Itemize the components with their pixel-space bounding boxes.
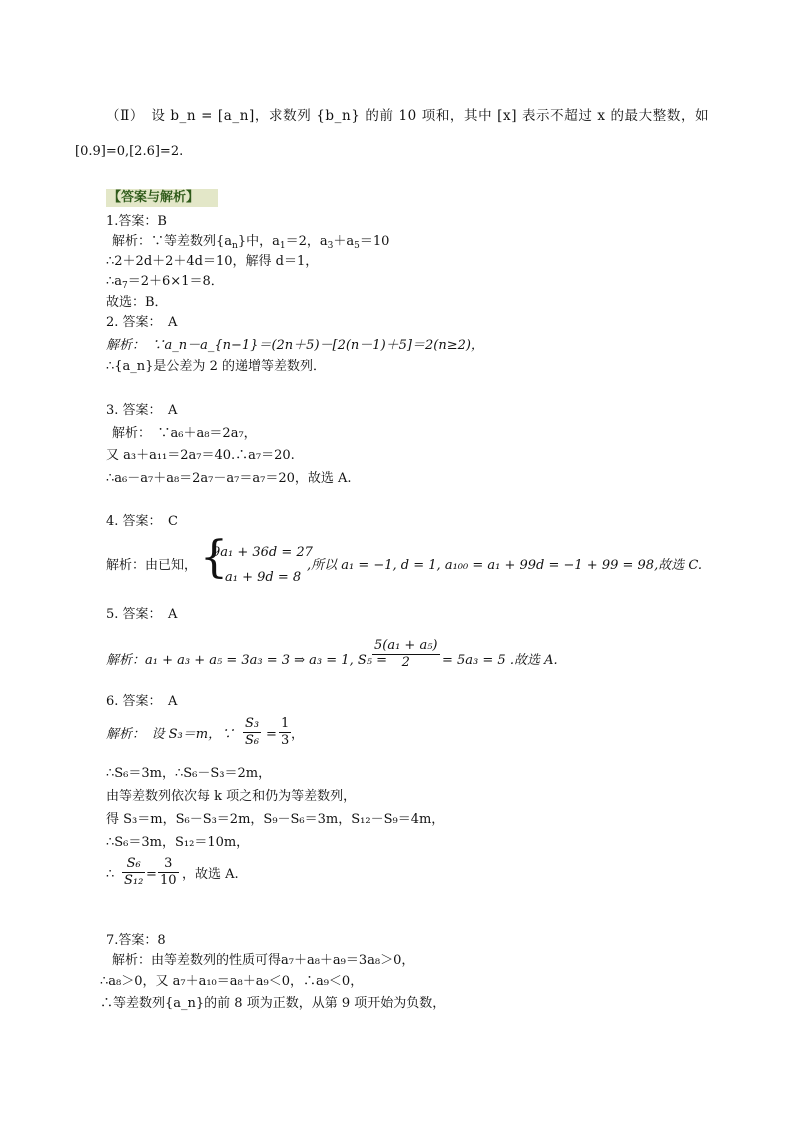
answer-1-line4: 故选：B． xyxy=(106,295,168,310)
answer-6-line3: 由等差数列依次每 k 项之和仍为等差数列， xyxy=(106,789,357,804)
answer-6-fraction-3 xyxy=(122,856,145,889)
part2-line1: （Ⅱ） 设 b_n = [a_n]，求数列 {b_n} 的前 10 项和，其中 [x] 表示不超过 x 的最大整数，如 xyxy=(106,108,710,124)
answer-6-fraction-4 xyxy=(158,856,179,889)
answer-1-line3: $\therefore a_7=2+6\times 1=8$． xyxy=(106,274,224,291)
answer-6-fraction-1 xyxy=(243,716,261,749)
answer-5-post: = 5a₃ = 5 .故选 A. xyxy=(442,653,558,668)
answer-5-numerator: 5(a₁ + a₅) xyxy=(374,638,438,653)
answer-1-text-b: }中，a xyxy=(237,234,280,249)
answer-6-equals-2: = xyxy=(146,867,157,882)
answer-6-num1: S₃ xyxy=(245,716,260,731)
answer-3-line3: ∴a₆－a₇＋a₈＝2a₇－a₇＝a₇＝20，故选 A. xyxy=(106,471,352,486)
answer-1-label: 1.答案：B xyxy=(106,214,167,229)
answer-2-line2: ∴{a_n}是公差为 2 的递增等差数列． xyxy=(106,359,326,374)
answer-4-eq2: a₁ + 9d = 8 xyxy=(225,570,302,585)
answer-4-prefix: 解析：由已知， xyxy=(106,558,198,573)
answer-5-denominator: 2 xyxy=(401,655,410,670)
answer-1-text-d: ＋a xyxy=(333,234,355,249)
answer-1-text-e: ＝10 xyxy=(359,234,390,249)
answer-6-den1: S₆ xyxy=(245,733,260,748)
answer-6-line6-pre: ∴ xyxy=(106,867,115,882)
answer-5-fraction xyxy=(372,638,440,671)
answer-6-pre: 解析： 设 S₃＝m，∵ xyxy=(106,727,235,742)
answer-6-num4: 3 xyxy=(158,856,179,873)
answer-1-line3-b: ＝2＋6×1＝8． xyxy=(127,274,224,289)
answer-section-header: 【答案与解析】 xyxy=(106,189,218,207)
answer-3-label: 3. 答案： A xyxy=(106,403,178,418)
answer-6-line5: ∴S₆＝3m，S₁₂＝10m， xyxy=(106,835,250,850)
answer-7-line2: ∴a₈＞0，又 a₇＋a₁₀＝a₈＋a₉＜0，∴a₉＜0， xyxy=(100,974,364,989)
answer-4-label: 4. 答案： C xyxy=(106,514,178,529)
answer-6-label: 6. 答案： A xyxy=(106,694,178,709)
answer-6-den3: S₁₂ xyxy=(124,873,144,888)
answer-6-line6-post: ，故选 A. xyxy=(182,867,239,882)
part2-line2: [0.9]=0,[2.6]=2. xyxy=(75,144,184,159)
answer-7-label: 7.答案：8 xyxy=(106,933,166,948)
answer-2-line1: 解析： ∵a_n－a_{n−1}＝(2n＋5)－[2(n－1)＋5]＝2(n≥2)， xyxy=(106,338,484,353)
answer-4-eq1: 9a₁ + 36d = 27 xyxy=(212,545,313,560)
answer-6-num2: 1 xyxy=(281,716,290,731)
answer-6-comma: ， xyxy=(291,727,305,742)
answer-6-line2: ∴S₆＝3m，∴S₆－S₃＝2m， xyxy=(106,766,272,781)
answer-1-line1: 解析：∵等差数列$\{a_n\}$中，$a_1=2$，$a_3+a_5=10$ xyxy=(112,234,390,251)
answer-6-line4: 得 S₃＝m，S₆－S₃＝2m，S₉－S₆＝3m，S₁₂－S₉＝4m， xyxy=(106,812,445,827)
answer-2-label: 2. 答案： A xyxy=(106,315,178,330)
answer-6-fraction-2 xyxy=(279,716,291,749)
answer-5-label: 5. 答案： A xyxy=(106,607,178,622)
answer-3-line2: 又 a₃＋a₁₁＝2a₇＝40.∴a₇＝20. xyxy=(106,448,295,463)
answer-1-line3-a: ∴a xyxy=(106,274,123,289)
answer-7-line3: ∴等差数列{a_n}的前 8 项为正数，从第 9 项开始为负数， xyxy=(100,996,446,1011)
answer-5-pre: 解析：a₁ + a₃ + a₅ = 3a₃ = 3 ⇒ a₃ = 1, S₅ = xyxy=(106,653,387,668)
answer-4-brace: { xyxy=(200,532,228,583)
answer-6-den2: 3 xyxy=(281,733,290,748)
answer-1-text-a: 解析：∵等差数列{a xyxy=(112,234,233,249)
answer-6-num3: S₆ xyxy=(122,856,145,873)
answer-7-line1: 解析：由等差数列的性质可得a₇＋a₈＋a₉＝3a₈＞0， xyxy=(112,953,415,968)
answer-6-den4: 10 xyxy=(160,873,177,888)
answer-1-text-c: ＝2，a xyxy=(285,234,328,249)
answer-3-line1: 解析： ∵a₆＋a₈＝2a₇， xyxy=(112,426,257,441)
answer-6-equals: = xyxy=(266,727,277,742)
answer-1-line2: ∴2＋2d＋2＋4d＝10，解得 d＝1， xyxy=(106,254,319,269)
answer-4-result: ,所以 a₁ = −1, d = 1, a₁₀₀ = a₁ + 99d = −1 + 99 = 98,故选 C. xyxy=(307,558,702,573)
